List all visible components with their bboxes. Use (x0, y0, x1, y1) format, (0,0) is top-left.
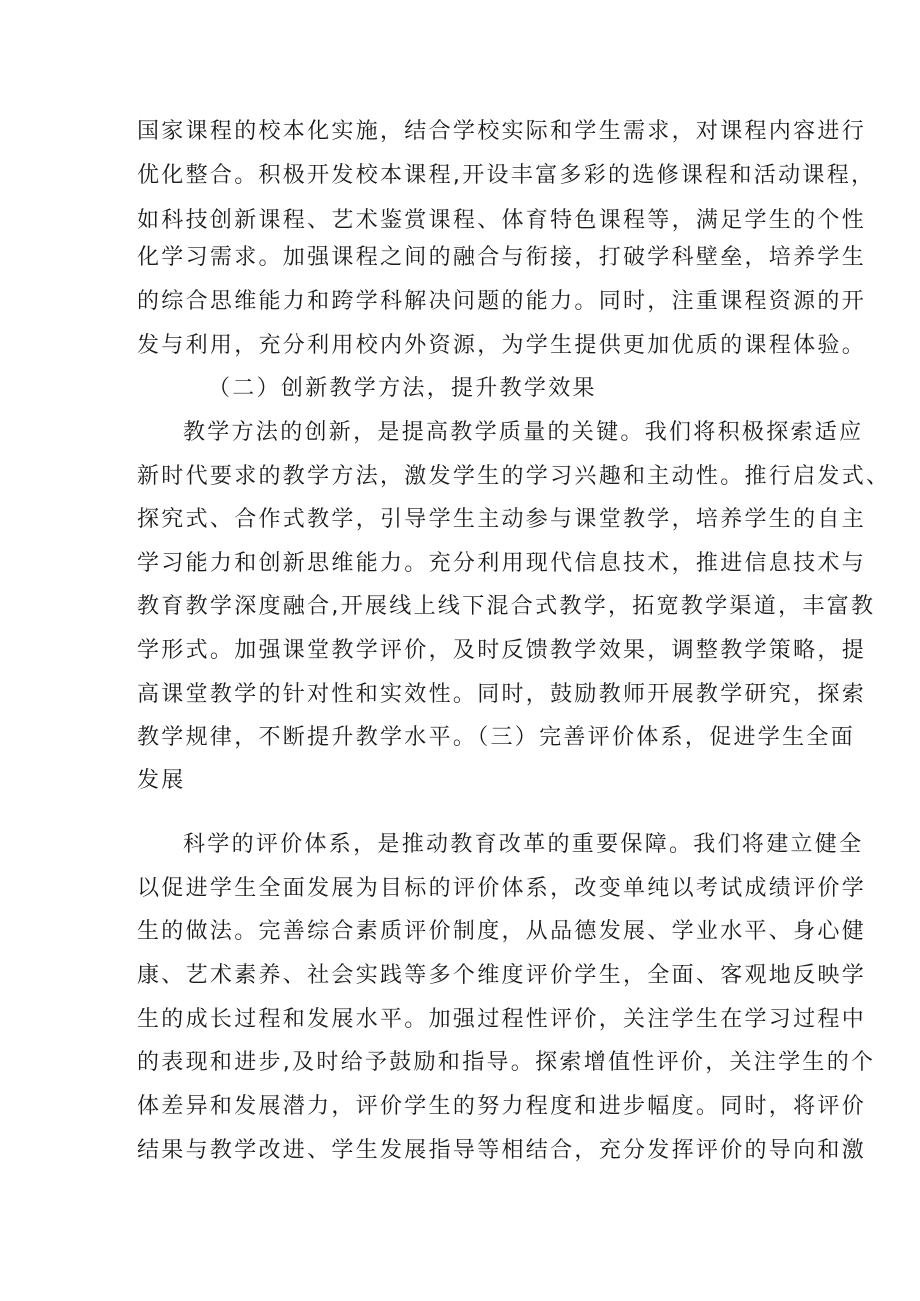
paragraph-line: 探究式、合作式教学，引导学生主动参与课堂教学，培养学生的自主 (137, 507, 867, 532)
paragraph-line: 生的做法。完善综合素质评价制度，从品德发展、学业水平、身心健 (137, 919, 867, 944)
paragraph-line: 学习能力和创新思维能力。充分利用现代信息技术，推进信息技术与 (137, 551, 867, 576)
paragraph-line: 以促进学生全面发展为目标的评价体系，改变单纯以考试成绩评价学 (137, 876, 867, 901)
paragraph-line: 教学方法的创新，是提高教学质量的关键。我们将积极探索适应 (183, 420, 864, 445)
paragraph-line: 的表现和进步,及时给予鼓励和指导。探索增值性评价，关注学生的个 (137, 1050, 876, 1075)
paragraph-line: 高课堂教学的针对性和实效性。同时，鼓励教师开展教学研究，探索 (137, 682, 867, 707)
paragraph-line: 国家课程的校本化实施，结合学校实际和学生需求，对课程内容进行 (137, 119, 867, 144)
section-heading: （二）创新教学方法，提升教学效果 (208, 376, 597, 401)
paragraph-line: 优化整合。积极开发校本课程,开设丰富多彩的选修课程和活动课程， (137, 163, 876, 188)
paragraph-line: 康、艺术素养、社会实践等多个维度评价学生，全面、客观地反映学 (137, 963, 867, 988)
paragraph-line: 体差异和发展潜力，评价学生的努力程度和进步幅度。同时，将评价 (137, 1094, 867, 1119)
paragraph-line: 的综合思维能力和跨学科解决问题的能力。同时，注重课程资源的开 (137, 289, 867, 314)
paragraph-line: 发展 (137, 768, 186, 793)
paragraph-line: 如科技创新课程、艺术鉴赏课程、体育特色课程等，满足学生的个性 (137, 208, 867, 233)
paragraph-line: 化学习需求。加强课程之间的融合与衔接，打破学科壁垒，培养学生 (137, 245, 867, 270)
paragraph-line: 新时代要求的教学方法，激发学生的学习兴趣和主动性。推行启发式、 (137, 464, 891, 489)
paragraph-line: 科学的评价体系，是推动教育改革的重要保障。我们将建立健全 (183, 832, 864, 857)
paragraph-line: 学形式。加强课堂教学评价，及时反馈教学效果，调整教学策略，提 (137, 638, 867, 663)
paragraph-line: 结果与教学改进、学生发展指导等相结合，充分发挥评价的导向和激 (137, 1138, 867, 1163)
paragraph-line: 生的成长过程和发展水平。加强过程性评价，关注学生在学习过程中 (137, 1007, 867, 1032)
paragraph-line: 教学规律，不断提升教学水平。（三）完善评价体系，促进学生全面 (137, 725, 856, 750)
paragraph-line: 发与利用，充分利用校内外资源，为学生提供更加优质的课程体验。 (137, 333, 867, 358)
paragraph-line: 教育教学深度融合,开展线上线下混合式教学，拓宽教学渠道，丰富教 (137, 594, 876, 619)
